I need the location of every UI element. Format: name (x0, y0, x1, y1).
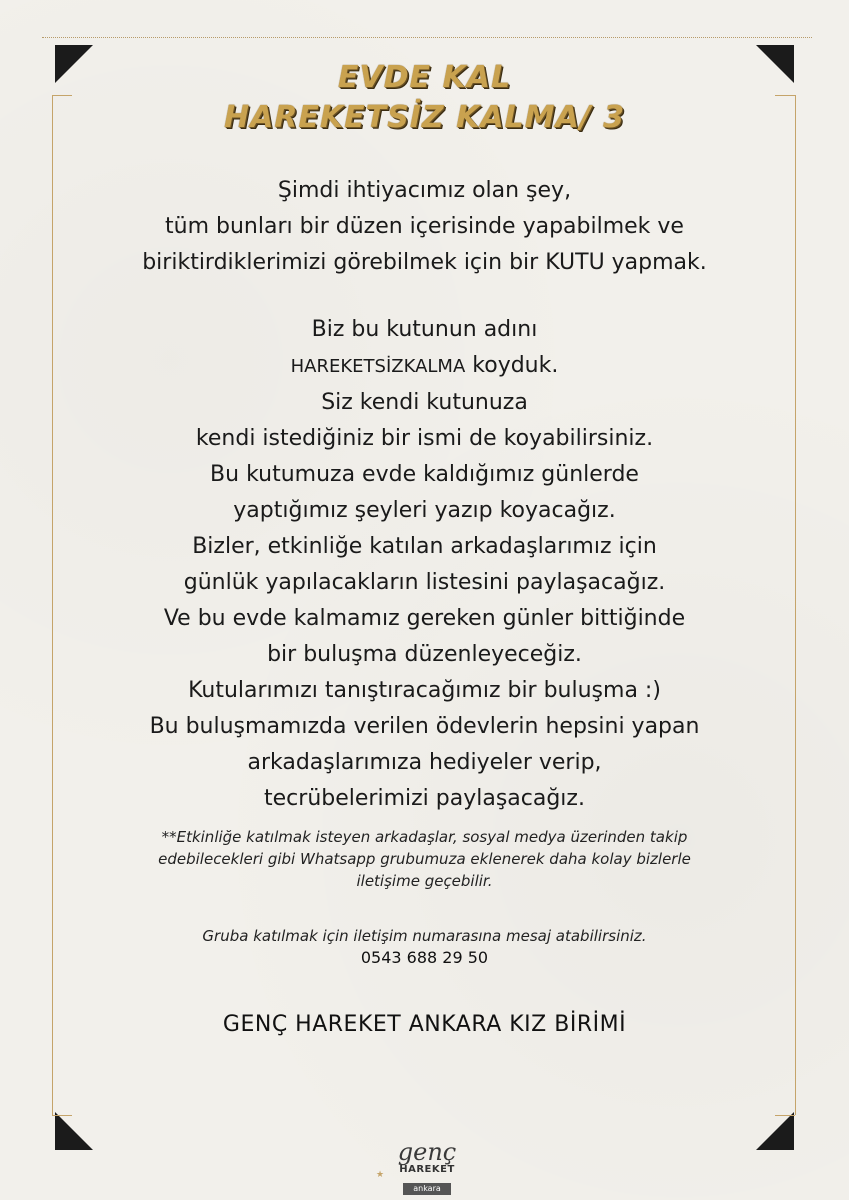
frame-tick (775, 1115, 795, 1116)
text-line: bir buluşma düzenleyeceğiz. (267, 642, 582, 667)
note-line: iletişime geçebilir. (356, 872, 493, 890)
top-dotted-rule (42, 37, 812, 38)
title-line-2: HAREKETSİZ KALMA/ 3 (223, 100, 626, 135)
text-line (40, 348, 809, 385)
organization-name: GENÇ HAREKET ANKARA KIZ BİRİMİ (222, 1012, 627, 1037)
text-line: Şimdi ihtiyacımız olan şey, (277, 178, 572, 203)
footnote-contact (60, 925, 789, 947)
frame-tick (52, 95, 72, 96)
logo-script-text: genç (397, 1138, 457, 1166)
text-line: Siz kendi kutunuza (321, 390, 528, 415)
text-line: Bu buluşmamızda verilen ödevlerin hepsini yapan (149, 714, 700, 739)
logo-city: ankara (403, 1183, 451, 1195)
text-line: biriktirdiklerimizi görebilmek için bir KUTU yapmak. (142, 250, 707, 275)
text-line: yaptığımız şeyleri yazıp koyacağız. (233, 498, 616, 523)
logo-word: HAREKET (399, 1164, 455, 1175)
frame-tick (775, 95, 795, 96)
text-line: Ve bu evde kalmamız gereken günler bittiğinde (163, 606, 686, 631)
corner-ornament-bottom-left (55, 1112, 93, 1150)
corner-ornament-bottom-right (756, 1112, 794, 1150)
paragraph-box (40, 312, 809, 817)
phone-number: 0543 688 29 50 (360, 948, 489, 967)
genc-hareket-logo (372, 1140, 482, 1200)
star-icon: ★ (376, 1170, 385, 1180)
text-line: Bu kutumuza evde kaldığımız günlerde (210, 462, 639, 487)
note-line: edebilecekleri gibi Whatsapp grubumuza eklenerek daha kolay bizlerle (158, 850, 691, 868)
text-line: Biz bu kutunun adını (311, 317, 538, 342)
text-fragment: koyduk. (465, 353, 559, 378)
text-line: Kutularımızı tanıştıracağımız bir buluşma :) (188, 678, 661, 703)
text-line: arkadaşlarımıza hediyeler verip, (247, 750, 602, 775)
frame-tick (52, 1115, 72, 1116)
text-line: günlük yapılacakların listesini paylaşacağız. (183, 570, 666, 595)
text-line: Bizler, etkinliğe katılan arkadaşlarımız için (192, 534, 657, 559)
title-line-1: EVDE KAL (337, 60, 512, 95)
note-line: Gruba katılmak için iletişim numarasına mesaj atabilirsiniz. (202, 927, 647, 945)
footnote-whatsapp (60, 826, 789, 892)
box-name: HAREKETSİZKALMA (290, 356, 466, 377)
note-line: **Etkinliğe katılmak isteyen arkadaşlar, sosyal medya üzerinden takip (161, 828, 688, 846)
text-line: tecrübelerimizi paylaşacağız. (264, 786, 585, 811)
text-line: kendi istediğiniz bir ismi de koyabilirsiniz. (195, 426, 654, 451)
text-line: tüm bunları bir düzen içerisinde yapabilmek ve (165, 214, 684, 239)
paragraph-intro (40, 173, 809, 281)
